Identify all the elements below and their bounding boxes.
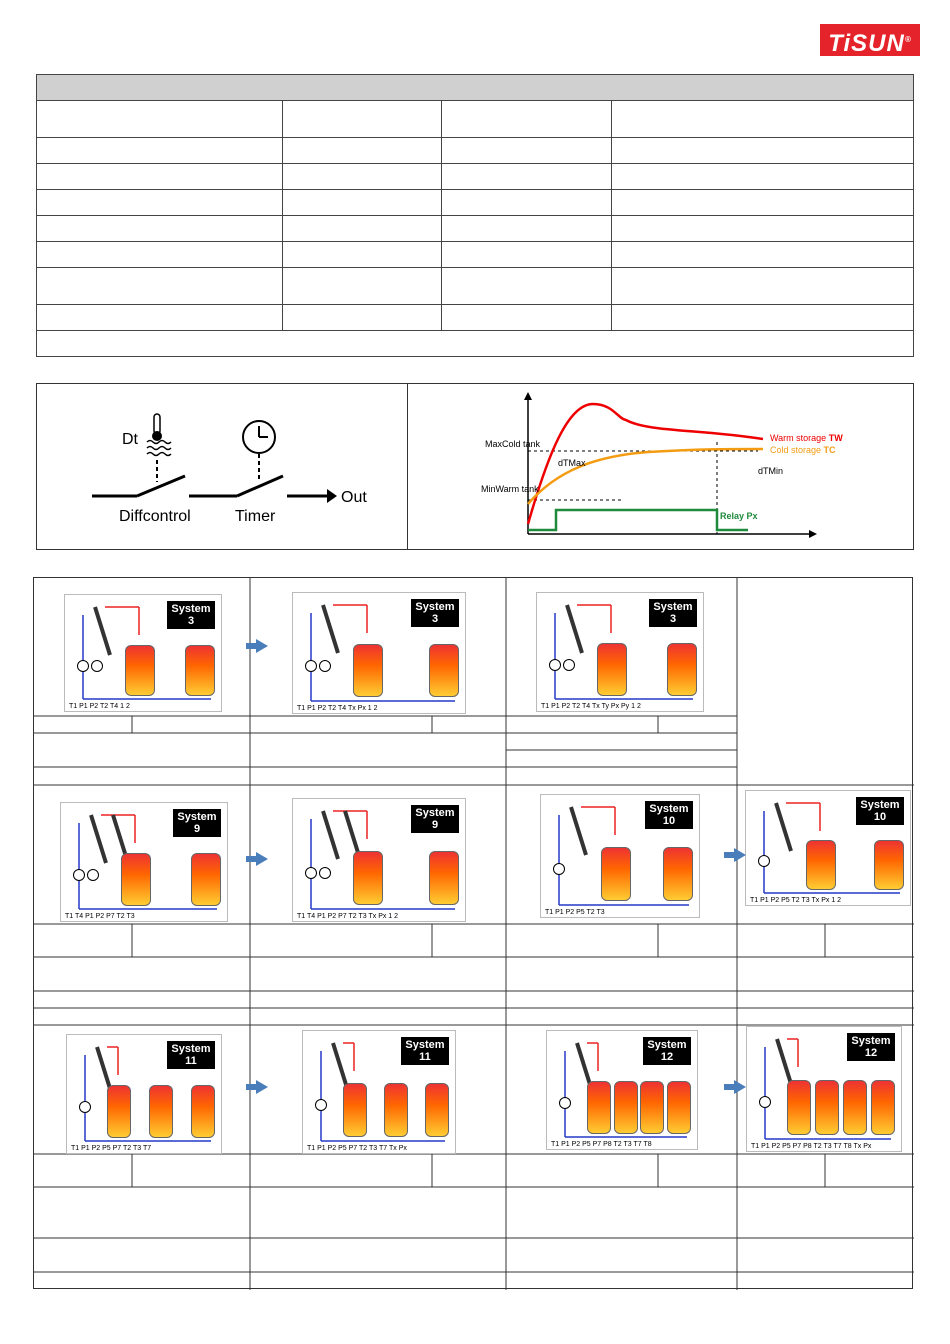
storage-tank (871, 1080, 895, 1135)
table-cell (283, 101, 442, 138)
diffcontrol-label: Diffcontrol (119, 508, 191, 525)
system-title: System 12 (847, 1033, 895, 1061)
table-cell (442, 242, 612, 268)
table-cell (283, 190, 442, 216)
cold-storage-text: Cold storage (770, 445, 822, 455)
storage-tank (874, 840, 904, 891)
component-labels: T1 T4 P1 P2 P7 T2 T3 Tx Px 1 2 (297, 913, 399, 920)
pump-icon (87, 869, 99, 881)
system-diagram (60, 802, 228, 922)
arrow-icon (734, 1080, 746, 1094)
parameter-table (36, 74, 914, 357)
logic-diagram (37, 384, 409, 551)
maxcold-label: MaxCold tank (485, 439, 541, 449)
dtmin-label: dTMin (758, 466, 784, 476)
pump-icon (305, 660, 317, 672)
logic-diagram-box (36, 383, 408, 550)
system-title: System 10 (856, 797, 904, 825)
component-labels: T1 P1 P2 T2 T4 1 2 (69, 703, 130, 710)
pump-icon (73, 869, 85, 881)
storage-tank (353, 851, 383, 905)
system-diagram (292, 592, 466, 714)
timer-label: Timer (235, 508, 276, 525)
table-cell (37, 216, 283, 242)
component-labels: T1 P1 P2 T2 T4 Tx Ty Px Py 1 2 (541, 703, 641, 710)
storage-tank (107, 1085, 131, 1137)
arrow-icon (256, 852, 268, 866)
temperature-graph (408, 384, 915, 551)
system-diagram (540, 794, 700, 918)
pump-icon (77, 660, 89, 672)
storage-tank (601, 847, 631, 901)
pump-icon (563, 659, 575, 671)
component-labels: T1 P1 P2 P5 P7 P8 T2 T3 T7 T8 Tx Px (751, 1143, 872, 1150)
storage-tank (429, 644, 459, 697)
system-diagram (746, 1026, 902, 1152)
storage-tank (806, 840, 836, 891)
storage-tank (787, 1080, 811, 1135)
storage-tank (149, 1085, 173, 1137)
storage-tank (815, 1080, 839, 1135)
table-cell (612, 242, 914, 268)
storage-tank (587, 1081, 611, 1133)
table-cell (283, 138, 442, 164)
storage-tank (429, 851, 459, 905)
system-diagram (292, 798, 466, 922)
warm-storage-code: TW (828, 433, 843, 443)
pump-icon (758, 855, 770, 867)
table-cell (37, 268, 283, 305)
minwarm-label: MinWarm tank (481, 484, 539, 494)
system-title: System 3 (167, 601, 215, 629)
cold-storage-code: TC (823, 445, 836, 455)
component-labels: T1 P1 P2 P5 P7 T2 T3 T7 Tx Px (307, 1145, 407, 1152)
storage-tank (343, 1083, 367, 1137)
pump-icon (319, 660, 331, 672)
pump-icon (549, 659, 561, 671)
system-title: System 3 (411, 599, 459, 627)
out-label: Out (341, 489, 367, 506)
storage-tank (121, 853, 151, 905)
storage-tank (667, 643, 697, 695)
table-cell (283, 305, 442, 331)
storage-tank (667, 1081, 691, 1133)
table-cell (612, 138, 914, 164)
table-cell (612, 216, 914, 242)
system-title: System 12 (643, 1037, 691, 1065)
storage-tank (597, 643, 627, 695)
table-cell (37, 242, 283, 268)
table-cell (442, 216, 612, 242)
logo-text: TiSUN (828, 30, 905, 57)
component-labels: T1 P1 P2 P5 T2 T3 (545, 909, 605, 916)
table-cell (37, 305, 283, 331)
table-cell (37, 331, 914, 357)
component-labels: T1 P1 P2 P5 T2 T3 Tx Px 1 2 (750, 897, 842, 904)
component-labels: T1 T4 P1 P2 P7 T2 T3 (65, 913, 135, 920)
table-cell (612, 190, 914, 216)
storage-tank (640, 1081, 664, 1133)
clock-icon (243, 421, 275, 453)
table-cell (612, 101, 914, 138)
table-cell (612, 164, 914, 190)
table-cell (37, 101, 283, 138)
arrow-icon (734, 848, 746, 862)
storage-tank (185, 645, 215, 697)
system-diagram (536, 592, 704, 712)
table-cell (442, 164, 612, 190)
component-labels: T1 P1 P2 P5 P7 T2 T3 T7 (71, 1145, 152, 1152)
system-diagram (745, 790, 911, 906)
cold-label (770, 445, 836, 455)
table-cell (442, 101, 612, 138)
table-cell (612, 268, 914, 305)
storage-tank (125, 645, 155, 697)
storage-tank (425, 1083, 449, 1137)
pump-icon (559, 1097, 571, 1109)
arrow-icon (256, 639, 268, 653)
systems-grid (33, 577, 913, 1289)
table-cell (37, 138, 283, 164)
component-labels: T1 P1 P2 T2 T4 Tx Px 1 2 (297, 705, 378, 712)
table-cell (612, 305, 914, 331)
storage-tank (384, 1083, 408, 1137)
table-cell (283, 242, 442, 268)
table-cell (37, 190, 283, 216)
warm-label (770, 433, 843, 443)
table-cell (283, 216, 442, 242)
table-cell (442, 268, 612, 305)
system-title: System 11 (401, 1037, 449, 1065)
storage-tank (663, 847, 693, 901)
pump-icon (91, 660, 103, 672)
system-title: System 10 (645, 801, 693, 829)
table-cell (442, 138, 612, 164)
tisun-logo (820, 24, 920, 56)
system-diagram (64, 594, 222, 712)
table-cell (283, 268, 442, 305)
dt-label: Dt (122, 431, 138, 448)
system-diagram (66, 1034, 222, 1154)
warm-storage-text: Warm storage (770, 433, 827, 443)
thermometer-icon (147, 414, 171, 456)
pump-icon (79, 1101, 91, 1113)
arrow-icon (256, 1080, 268, 1094)
dtmax-label: dTMax (558, 458, 586, 468)
storage-tank (614, 1081, 638, 1133)
table-cell (442, 305, 612, 331)
system-diagram (302, 1030, 456, 1154)
system-title: System 11 (167, 1041, 215, 1069)
system-title: System 9 (173, 809, 221, 837)
table-cell (283, 164, 442, 190)
relay-label: Relay Px (720, 511, 758, 521)
table-cell (442, 190, 612, 216)
component-labels: T1 P1 P2 P5 P7 P8 T2 T3 T7 T8 (551, 1141, 652, 1148)
system-title: System 9 (411, 805, 459, 833)
system-diagram (546, 1030, 698, 1150)
storage-tank (843, 1080, 867, 1135)
temperature-graph-box (407, 383, 914, 550)
system-title: System 3 (649, 599, 697, 627)
storage-tank (191, 853, 221, 905)
table-cell (37, 164, 283, 190)
storage-tank (191, 1085, 215, 1137)
storage-tank (353, 644, 383, 697)
table-header-row (37, 75, 914, 101)
logo-mark: ® (904, 35, 912, 44)
